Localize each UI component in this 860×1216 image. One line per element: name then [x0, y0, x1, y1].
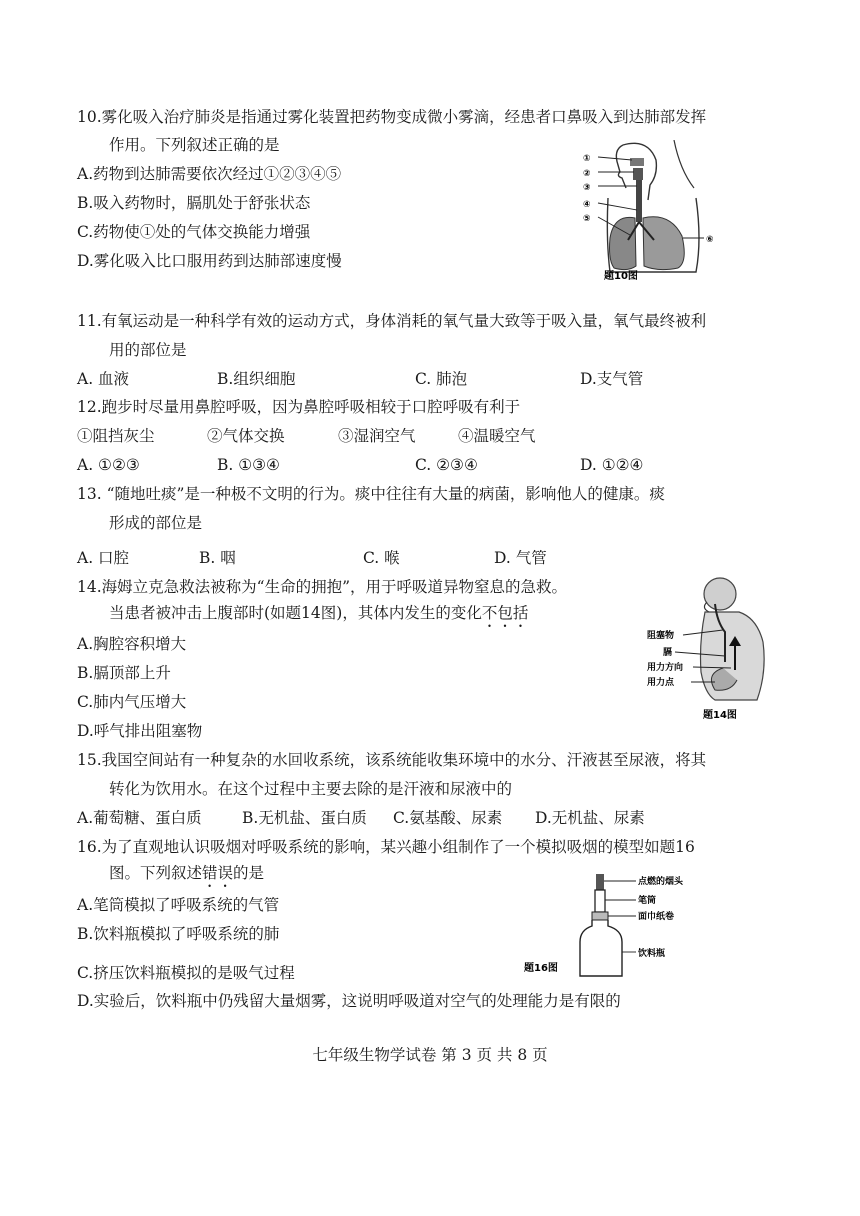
q14-label-force-point: 用力点	[647, 678, 675, 688]
q12-option-a: A. ①②③	[77, 456, 140, 474]
q14-stem-emphasis: 不包括	[481, 604, 529, 622]
q16-label-bottle: 饮料瓶	[638, 949, 666, 959]
q16-label-cigarette: 点燃的烟头	[638, 877, 684, 887]
q14-option-d: D.呼气排出阻塞物	[77, 722, 203, 740]
q15-stem-line1: 15.我国空间站有一种复杂的水回收系统，该系统能收集环境中的水分、汗液甚至尿液，将其	[77, 751, 707, 769]
q12-item-2: ②气体交换	[207, 427, 285, 445]
q16-stem-line1: 16.为了直观地认识吸烟对呼吸系统的影响，某兴趣小组制作了一个模拟吸烟的模型如题16	[77, 838, 695, 856]
q14-option-b: B.膈顶部上升	[77, 664, 171, 682]
q15-option-a: A.葡萄糖、蛋白质	[77, 809, 202, 827]
q16-stem-line2-suffix: 的是	[233, 864, 265, 882]
q10-marker-2: ②	[583, 169, 591, 179]
q10-marker-3: ③	[583, 183, 591, 193]
q16-option-d: D.实验后，饮料瓶中仍残留大量烟雾，这说明呼吸道对空气的处理能力是有限的	[77, 992, 621, 1010]
q12-option-d: D. ①②④	[580, 456, 644, 474]
q10-stem-line2: 作用。下列叙述正确的是	[109, 136, 280, 154]
q14-option-c: C.肺内气压增大	[77, 693, 187, 711]
q10-marker-5: ⑤	[583, 214, 591, 224]
q16-option-a: A.笔筒模拟了呼吸系统的气管	[77, 896, 280, 914]
q16-label-pen-tube: 笔筒	[638, 896, 657, 906]
q14-label-diaphragm: 膈	[663, 648, 673, 658]
q11-option-d: D.支气管	[580, 370, 644, 388]
q10-option-d: D.雾化吸入比口服用药到达肺部速度慢	[77, 252, 342, 270]
q10-figure-caption: 题10图	[604, 271, 638, 282]
q10-marker-1: ①	[583, 154, 591, 164]
q16-label-tissue-roll: 面巾纸卷	[638, 912, 675, 922]
q12-item-1: ①阻挡灰尘	[77, 427, 155, 445]
q16-stem-emphasis: 错误	[202, 864, 234, 882]
q16-figure-caption: 题16图	[524, 963, 558, 974]
q10-option-b: B.吸入药物时，膈肌处于舒张状态	[77, 194, 311, 212]
q15-stem-line2: 转化为饮用水。在这个过程中主要去除的是汗液和尿液中的	[109, 780, 513, 798]
q14-heimlich-figure	[645, 572, 780, 722]
q10-option-c: C.药物使①处的气体交换能力增强	[77, 223, 311, 241]
q16-stem-line2	[109, 862, 264, 891]
q15-option-c: C.氨基酸、尿素	[393, 809, 503, 827]
q10-marker-4: ④	[583, 200, 591, 210]
q16-smoking-model-figure	[522, 872, 712, 982]
q14-label-force-direction: 用力方向	[647, 663, 684, 673]
q11-option-a: A. 血液	[77, 370, 130, 388]
q16-stem-line2-prefix: 图。下列叙述	[109, 864, 203, 882]
q12-stem: 12.跑步时尽量用鼻腔呼吸，因为鼻腔呼吸相较于口腔呼吸有利于	[77, 398, 521, 416]
q13-option-d: D. 气管	[494, 549, 547, 567]
q14-stem-line2-prefix: 当患者被冲击上腹部时(如题14图)，其体内发生的变化	[109, 604, 482, 622]
q12-option-b: B. ①③④	[217, 456, 280, 474]
q13-option-a: A. 口腔	[77, 549, 130, 567]
q10-option-a: A.药物到达肺需要依次经过①②③④⑤	[77, 165, 342, 183]
q11-stem-line2: 用的部位是	[109, 341, 187, 359]
q13-stem-line1: 13. “随地吐痰”是一种极不文明的行为。痰中往往有大量的病菌，影响他人的健康。痰	[77, 485, 665, 503]
q13-option-b: B. 咽	[199, 549, 236, 567]
q14-stem-line1: 14.海姆立克急救法被称为“生命的拥抱”，用于呼吸道异物窒息的急救。	[77, 578, 568, 596]
q10-stem-line1: 10.雾化吸入治疗肺炎是指通过雾化装置把药物变成微小雾滴，经患者口鼻吸入到达肺部发挥	[77, 108, 707, 126]
q16-option-c: C.挤压饮料瓶模拟的是吸气过程	[77, 964, 295, 982]
q14-option-a: A.胸腔容积增大	[77, 635, 187, 653]
q11-option-c: C. 肺泡	[415, 370, 468, 388]
q15-option-b: B.无机盐、蛋白质	[242, 809, 367, 827]
q16-option-b: B.饮料瓶模拟了呼吸系统的肺	[77, 925, 280, 943]
q12-option-c: C. ②③④	[415, 456, 478, 474]
q11-option-b: B.组织细胞	[217, 370, 296, 388]
q12-item-4: ④温暖空气	[458, 427, 536, 445]
q14-label-blockage: 阻塞物	[647, 631, 675, 641]
q13-option-c: C. 喉	[363, 549, 400, 567]
q11-stem-line1: 11.有氧运动是一种科学有效的运动方式，身体消耗的氧气量大致等于吸入量，氧气最终被利	[77, 312, 707, 330]
page-footer: 七年级生物学试卷 第 3 页 共 8 页	[312, 1046, 548, 1064]
q12-item-3: ③湿润空气	[338, 427, 416, 445]
q10-marker-6: ⑥	[706, 235, 714, 245]
q10-respiratory-figure	[578, 140, 723, 282]
q14-figure-caption: 题14图	[703, 710, 737, 721]
q14-stem-line2	[109, 602, 528, 631]
q13-stem-line2: 形成的部位是	[109, 514, 203, 532]
q15-option-d: D.无机盐、尿素	[535, 809, 645, 827]
